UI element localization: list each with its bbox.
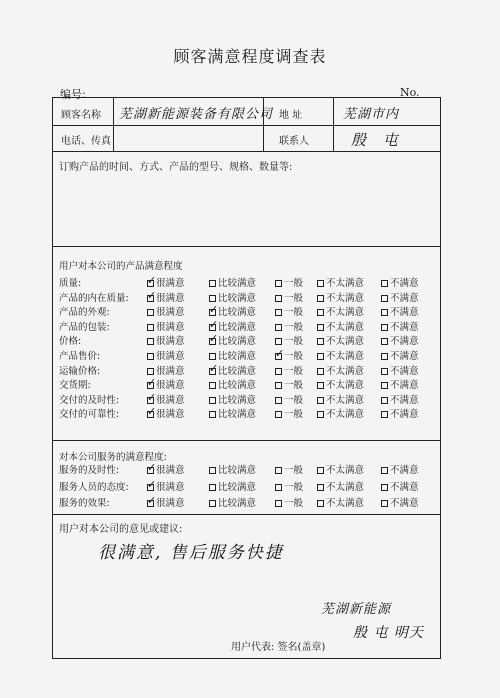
rating-option[interactable] [147,290,185,304]
rating-option[interactable] [275,495,303,509]
rating-option-label: 很满意 [156,307,185,319]
checked-checkbox[interactable] [209,368,216,375]
rating-option-label: 不太满意 [326,278,365,289]
checkbox[interactable] [317,382,324,389]
rating-option[interactable] [209,304,256,318]
checkbox[interactable] [317,324,324,331]
checked-checkbox[interactable] [147,500,154,507]
rating-option[interactable] [317,495,364,509]
form-title: 顾客满意程度调查表 [173,47,327,66]
checked-checkbox[interactable] [209,309,216,316]
rating-option[interactable] [317,462,364,476]
rating-option-label: 不太满意 [326,351,365,362]
checkbox[interactable] [381,382,388,389]
checkbox[interactable] [317,338,324,345]
signature-name: 殷 屯 明天 [353,625,424,641]
checked-checkbox[interactable] [275,353,282,360]
rating-option[interactable] [209,495,256,509]
checkbox[interactable] [381,324,388,331]
rating-option[interactable] [381,319,419,333]
rating-option[interactable] [275,363,303,377]
checked-checkbox[interactable] [209,338,216,345]
checkbox[interactable] [381,484,388,491]
checkbox[interactable] [381,338,388,345]
checkbox[interactable] [209,397,216,404]
checked-checkbox[interactable] [147,484,154,491]
checkbox[interactable] [317,411,324,418]
rating-option[interactable] [317,348,364,362]
rating-option-label: 很满意 [156,409,185,421]
rating-option[interactable] [381,304,419,318]
rating-option-label: 不太满意 [326,307,365,319]
checkbox[interactable] [275,382,282,389]
checkbox[interactable] [381,295,388,302]
checkbox[interactable] [209,353,216,360]
rating-option-label: 一般 [284,351,304,362]
rating-option-label: 不满意 [390,394,419,406]
rating-option[interactable] [381,275,419,289]
checkbox[interactable] [147,309,154,316]
checkbox[interactable] [317,353,324,360]
rating-option-label: 不满意 [390,278,419,289]
rating-option[interactable] [209,348,256,362]
rating-option[interactable] [275,319,303,333]
checkbox[interactable] [209,484,216,491]
rating-option[interactable] [147,275,185,289]
rating-option[interactable] [147,377,185,391]
feedback-label: 用户对本公司的意见或建议: [59,524,183,535]
rating-option[interactable] [209,462,256,476]
rating-option[interactable] [275,406,303,420]
rating-row-label: 质量: [59,278,82,289]
rating-option-label: 一般 [284,336,304,348]
checked-checkbox[interactable] [147,382,154,389]
customer-name-label: 顾客名称 [61,110,101,121]
checked-checkbox[interactable] [147,280,154,287]
checkbox[interactable] [317,280,324,287]
rating-option-label: 比较满意 [218,307,257,319]
rating-row-label: 产品的包装: [59,321,110,333]
rating-option-label: 一般 [284,307,304,319]
rating-row-label: 交货期: [59,380,91,392]
rating-option-label: 不太满意 [326,321,365,333]
checkbox[interactable] [275,397,282,404]
rating-option[interactable] [275,275,303,289]
checkbox[interactable] [275,309,282,316]
rating-row-label: 运输价格: [59,365,101,377]
checkbox[interactable] [275,280,282,287]
rating-option[interactable] [275,304,303,318]
checkbox[interactable] [381,280,388,287]
rating-option-label: 比较满意 [218,292,257,304]
checkbox[interactable] [147,324,154,331]
rating-row-label: 服务的及时性: [59,465,120,476]
col-divider [333,98,334,151]
checked-checkbox[interactable] [147,467,154,474]
rating-option[interactable] [209,479,256,493]
rating-option-label: 不太满意 [326,292,365,304]
rating-option[interactable] [209,377,256,391]
rating-option-label: 不太满意 [326,365,365,377]
rating-option-label: 不太满意 [326,409,365,421]
checkbox[interactable] [275,411,282,418]
rating-option[interactable] [275,290,303,304]
rating-option-label: 不满意 [390,481,419,493]
checkbox[interactable] [317,500,324,507]
rating-option[interactable] [275,333,303,347]
rating-option[interactable] [147,479,185,493]
rating-option-label: 一般 [284,278,304,289]
checkbox[interactable] [381,353,388,360]
checkbox[interactable] [317,467,324,474]
rating-option[interactable] [275,392,303,406]
checkbox[interactable] [147,353,154,360]
rating-option-label: 很满意 [156,481,185,493]
checkbox[interactable] [317,484,324,491]
rating-row-label: 产品的内在质量: [59,292,129,304]
rating-option-label: 不满意 [390,292,419,304]
checkbox[interactable] [209,382,216,389]
address-value: 芜湖市内 [343,107,400,122]
rating-option-label: 一般 [284,394,304,406]
rating-option-label: 不太满意 [326,380,365,392]
rating-option-label: 一般 [284,321,304,333]
checkbox[interactable] [317,368,324,375]
rating-option[interactable] [381,495,419,509]
rating-option[interactable] [209,392,256,406]
checkbox[interactable] [209,411,216,418]
rating-option[interactable] [381,462,419,476]
rating-option[interactable] [147,348,185,362]
rating-option[interactable] [147,392,185,406]
rating-option-label: 很满意 [156,394,185,406]
rating-option-label: 比较满意 [218,394,257,406]
rating-option-label: 一般 [284,380,304,392]
rating-option-label: 不满意 [390,336,419,348]
checked-checkbox[interactable] [209,324,216,331]
row-divider [53,125,440,126]
product-satisfaction-heading: 用户对本公司的产品满意程度 [59,261,183,272]
checkbox[interactable] [209,280,216,287]
rating-option[interactable] [381,392,419,406]
checkbox[interactable] [317,295,324,302]
rating-option-label: 不满意 [390,380,419,392]
checkbox[interactable] [381,397,388,404]
rating-option[interactable] [381,363,419,377]
rating-option-label: 不太满意 [326,465,365,476]
rating-option-label: 一般 [284,292,304,304]
rating-option-label: 不太满意 [326,336,365,348]
rating-option-label: 很满意 [156,365,185,377]
rating-option[interactable] [209,363,256,377]
rating-option[interactable] [209,290,256,304]
rating-option[interactable] [381,333,419,347]
rating-row-label: 产品售价: [59,351,101,362]
rating-row-label: 价格: [59,336,82,348]
contact-label: 联系人 [279,136,309,147]
checkbox[interactable] [381,500,388,507]
rating-row-label: 交付的可靠性: [59,409,120,421]
rating-option[interactable] [317,275,364,289]
checkbox[interactable] [275,338,282,345]
rating-option-label: 比较满意 [218,465,257,476]
rating-option[interactable] [275,348,303,362]
rating-option-label: 不满意 [390,351,419,362]
rating-option-label: 不满意 [390,307,419,319]
rating-option[interactable] [209,319,256,333]
checkbox[interactable] [317,397,324,404]
rating-option-label: 很满意 [156,278,185,289]
rating-option-label: 比较满意 [218,409,257,421]
phone-fax-label: 电话、传真 [61,136,111,147]
rating-option[interactable] [381,406,419,420]
rating-option[interactable] [275,479,303,493]
checkbox[interactable] [381,309,388,316]
rating-option-label: 比较满意 [218,336,257,348]
checkbox[interactable] [275,484,282,491]
checked-checkbox[interactable] [147,397,154,404]
row-divider [53,246,440,247]
rating-option[interactable] [317,290,364,304]
rating-option-label: 很满意 [156,336,185,348]
rating-option[interactable] [381,348,419,362]
rating-option[interactable] [317,406,364,420]
survey-form-table [52,97,441,659]
rating-option-label: 不满意 [390,465,419,476]
checkbox[interactable] [317,309,324,316]
serial-no-label: No. [400,86,420,99]
rating-option-label: 一般 [284,465,304,476]
rating-option[interactable] [209,275,256,289]
rating-option[interactable] [275,377,303,391]
rating-option[interactable] [275,462,303,476]
signature-label: 用户代表: 签名(盖章) [231,642,326,653]
rating-option-label: 不满意 [390,321,419,333]
checkbox[interactable] [209,500,216,507]
rating-option[interactable] [147,363,185,377]
rating-option[interactable] [147,333,185,347]
checkbox[interactable] [209,295,216,302]
rating-option-label: 比较满意 [218,380,257,392]
checkbox[interactable] [275,368,282,375]
rating-option-label: 不太满意 [326,481,365,493]
rating-option-label: 一般 [284,409,304,421]
row-divider [53,151,440,152]
rating-option[interactable] [147,304,185,318]
address-label: 地 址 [279,110,303,121]
rating-option[interactable] [147,319,185,333]
customer-name-value: 芜湖新能源装备有限公司 [119,107,274,122]
rating-option[interactable] [147,406,185,420]
rating-option[interactable] [381,479,419,493]
rating-option[interactable] [317,479,364,493]
rating-option-label: 一般 [284,481,304,493]
rating-option-label: 很满意 [156,498,185,509]
rating-option-label: 不太满意 [326,394,365,406]
rating-row-label: 服务人员的态度: [59,481,129,493]
rating-option-label: 不满意 [390,498,419,509]
checkbox[interactable] [275,324,282,331]
checkbox[interactable] [381,411,388,418]
rating-option[interactable] [317,319,364,333]
rating-row-label: 产品的外观: [59,307,110,319]
rating-option-label: 一般 [284,365,304,377]
service-satisfaction-heading: 对本公司服务的满意程度: [59,452,167,463]
rating-option-label: 很满意 [156,380,185,392]
rating-option-label: 比较满意 [218,278,257,289]
rating-option-label: 很满意 [156,321,185,333]
rating-option-label: 不满意 [390,409,419,421]
contact-value: 殷 屯 [351,131,404,149]
rating-option[interactable] [317,333,364,347]
rating-option-label: 一般 [284,498,304,509]
rating-option[interactable] [381,290,419,304]
rating-option[interactable] [317,377,364,391]
col-divider [113,98,114,151]
feedback-handwritten: 很满意, 售后服务快捷 [98,543,284,563]
order-details-prompt: 订购产品的时间、方式、产品的型号、规格、数量等: [59,162,293,173]
checkbox[interactable] [275,500,282,507]
checkbox[interactable] [275,295,282,302]
rating-option-label: 很满意 [156,292,185,304]
rating-option-label: 很满意 [156,465,185,476]
checked-checkbox[interactable] [147,411,154,418]
checkbox[interactable] [275,467,282,474]
rating-option[interactable] [317,392,364,406]
rating-option[interactable] [317,363,364,377]
rating-option-label: 比较满意 [218,365,257,377]
rating-row-label: 交付的及时性: [59,394,120,406]
rating-option-label: 不太满意 [326,498,365,509]
rating-option[interactable] [381,377,419,391]
rating-option[interactable] [317,304,364,318]
signature-company: 芜湖新能源 [321,602,392,617]
rating-option[interactable] [147,495,185,509]
checkbox[interactable] [381,467,388,474]
rating-option[interactable] [147,462,185,476]
checkbox[interactable] [147,338,154,345]
checkbox[interactable] [209,467,216,474]
rating-option[interactable] [209,333,256,347]
row-divider [53,440,440,441]
row-divider [53,514,440,515]
checkbox[interactable] [147,368,154,375]
rating-option-label: 比较满意 [218,498,257,509]
rating-option-label: 比较满意 [218,481,257,493]
rating-option[interactable] [209,406,256,420]
rating-row-label: 服务的效果: [59,498,110,509]
rating-option-label: 比较满意 [218,321,257,333]
rating-option-label: 不满意 [390,365,419,377]
rating-option-label: 比较满意 [218,351,257,362]
serial-number-label: 编号: [60,88,86,101]
rating-option-label: 很满意 [156,351,185,362]
checked-checkbox[interactable] [147,295,154,302]
checkbox[interactable] [381,368,388,375]
